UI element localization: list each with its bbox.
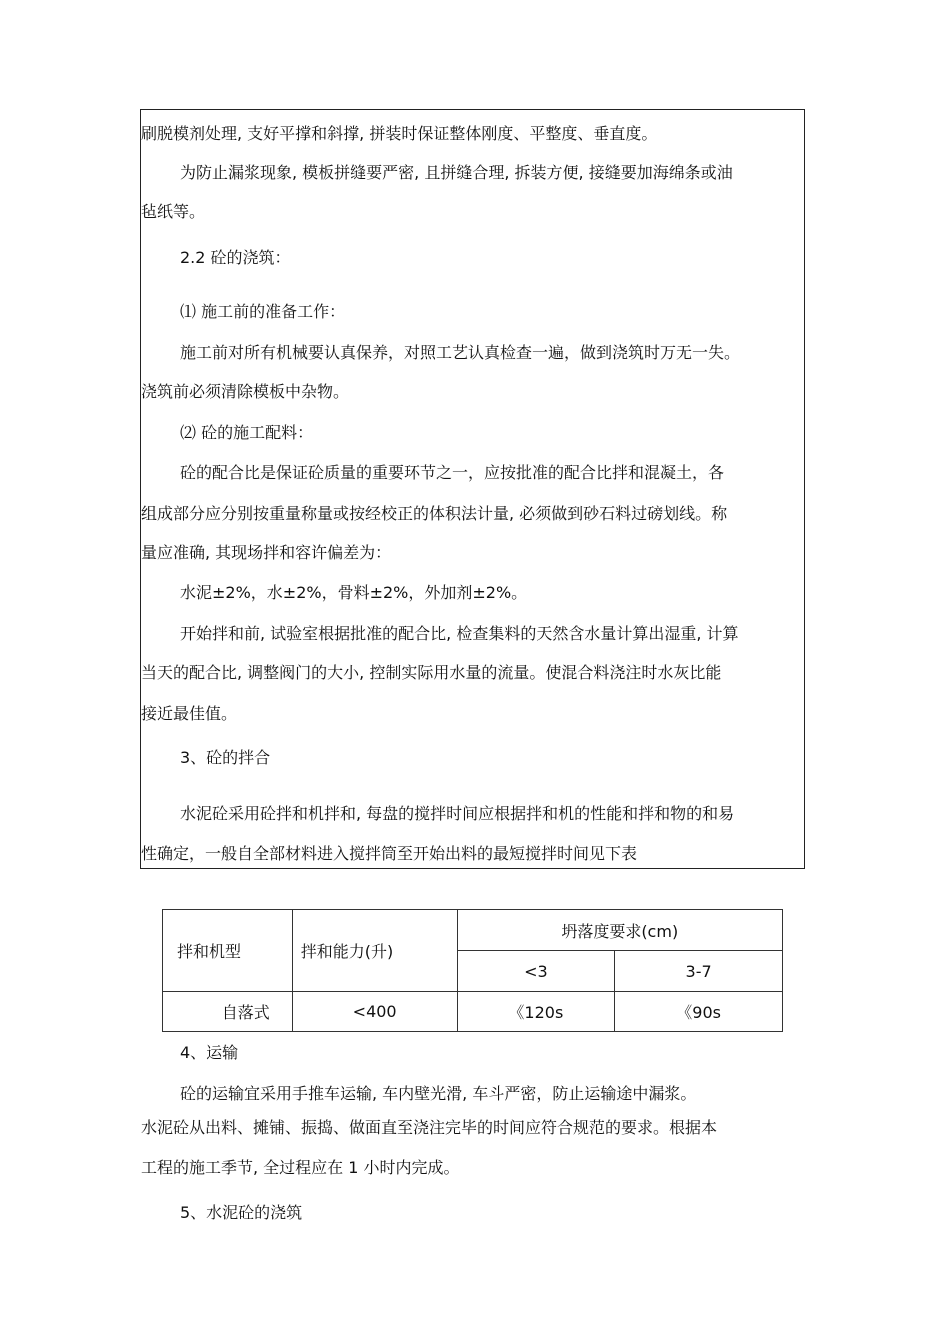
paragraph-line: 刷脱模剂处理, 支好平撑和斜撑, 拼装时保证整体刚度、平整度、垂直度。 [141, 124, 658, 143]
section-heading: 3、砼的拌合 [180, 748, 271, 767]
cell-time-lt3: 《120s [457, 992, 615, 1032]
cell-mixer-type: 自落式 [163, 992, 293, 1032]
header-mixing-capacity: 拌和能力(升) [292, 910, 457, 992]
header-mixer-type: 拌和机型 [163, 910, 293, 992]
mixing-time-table [162, 909, 783, 1032]
paragraph-line: 水泥砼从出料、摊铺、振捣、做面直至浇注完毕的时间应符合规范的要求。根据本 [141, 1118, 718, 1137]
cell-capacity: <400 [292, 992, 457, 1032]
table-row [163, 992, 783, 1032]
paragraph-line: 水泥砼采用砼拌和机拌和, 每盘的搅拌时间应根据拌和机的性能和拌和物的和易 [180, 804, 735, 823]
subsection-heading: ⑵ 砼的施工配料： [180, 423, 314, 442]
paragraph-line: 为防止漏浆现象, 模板拼缝要严密, 且拼缝合理, 拆装方便, 接缝要加海绵条或油 [180, 163, 733, 182]
paragraph-line: 接近最佳值。 [141, 704, 238, 723]
paragraph-line: 当天的配合比, 调整阀门的大小, 控制实际用水量的流量。使混合料浇注时水灰比能 [141, 663, 722, 682]
section-heading: 2.2 砼的浇筑： [180, 248, 291, 267]
section-heading: 5、水泥砼的浇筑 [180, 1203, 303, 1222]
cell-time-3-7: 《90s [615, 992, 783, 1032]
header-slump-requirement: 坍落度要求(cm) [457, 910, 783, 951]
section-heading: 4、运输 [180, 1043, 239, 1062]
paragraph-line: 施工前对所有机械要认真保养，对照工艺认真检查一遍，做到浇筑时万无一失。 [180, 343, 741, 362]
header-slump-lt3: <3 [457, 951, 615, 992]
paragraph-line: 工程的施工季节, 全过程应在 1 小时内完成。 [141, 1158, 460, 1177]
paragraph-line: 性确定，一般自全部材料进入搅拌筒至开始出料的最短搅拌时间见下表 [141, 844, 638, 863]
paragraph-line: 浇筑前必须清除模板中杂物。 [141, 382, 350, 401]
header-slump-3-7: 3-7 [615, 951, 783, 992]
paragraph-line: 量应准确, 其现场拌和容许偏差为： [141, 543, 392, 562]
paragraph-line: 砼的运输宜采用手推车运输, 车内壁光滑, 车斗严密，防止运输途中漏浆。 [180, 1084, 697, 1103]
paragraph-line: 毡纸等。 [141, 202, 206, 221]
paragraph-line: 开始拌和前, 试验室根据批准的配合比, 检查集料的天然含水量计算出湿重, 计算 [180, 624, 739, 643]
paragraph-line: 砼的配合比是保证砼质量的重要环节之一，应按批准的配合比拌和混凝土，各 [180, 463, 725, 482]
paragraph-line: 组成部分应分别按重量称量或按经校正的体积法计量, 必须做到砂石料过磅划线。称 [141, 504, 728, 523]
subsection-heading: ⑴ 施工前的准备工作： [180, 302, 346, 321]
paragraph-line: 水泥±2%，水±2%，骨料±2%，外加剂±2%。 [180, 583, 528, 602]
